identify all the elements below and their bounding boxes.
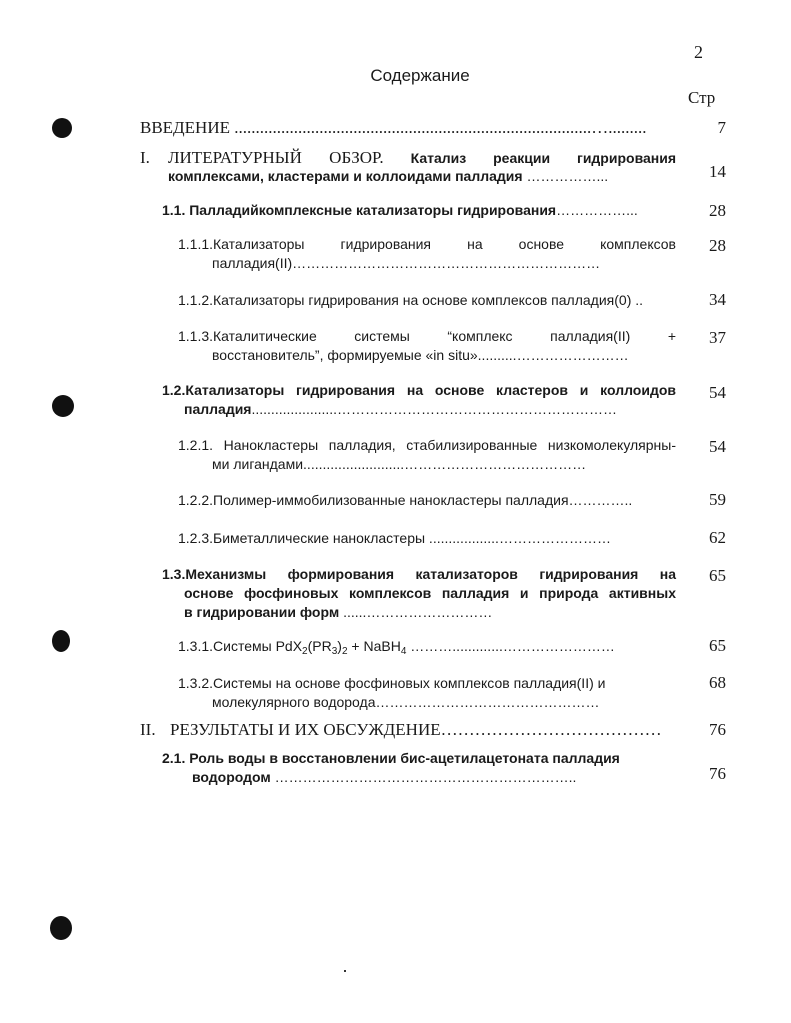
toc-entry-1-2-line-1: 1.2.Катализаторы гидрирования на основе кластеров и коллоидов — [162, 382, 676, 398]
toc-entry-1-2-line-2 — [184, 401, 617, 417]
toc-entry-text: палладия(II) — [212, 255, 293, 271]
toc-entry-text: 1.3.1.Системы PdX — [178, 638, 303, 654]
toc-page-number: 68 — [709, 673, 726, 692]
toc-leader-dots: ..........…………………… — [477, 347, 629, 363]
toc-entry-text: палладия — [184, 401, 252, 417]
subscript: 2 — [302, 646, 308, 657]
toc-page-number: 14 — [709, 162, 726, 181]
toc-page-number: 54 — [709, 383, 726, 402]
punch-hole-2 — [52, 395, 74, 417]
toc-entry-1-3-line-2: основе фосфиновых комплексов палладия и природа активных — [184, 585, 676, 601]
toc-page-number: 65 — [709, 636, 726, 655]
toc-entry-1-3-line-3 — [184, 604, 492, 620]
toc-entry-1-3-1 — [178, 638, 615, 657]
toc-entry-text: ми лигандами — [212, 456, 304, 472]
punch-hole-4 — [50, 916, 72, 940]
toc-entry-text: + NaBH — [347, 638, 401, 654]
toc-chapter-subtitle-cont: комплексами, кластерами и коллоидами палладия — [168, 168, 523, 184]
toc-entry-text: восстановитель”, формируемые «in situ» — [212, 347, 478, 363]
toc-entry-1-1-1-line-2 — [212, 255, 600, 271]
toc-page-number: 34 — [709, 290, 726, 309]
toc-entry-text: 1.2.2.Полимер-иммобилизованные нанокластеры палладия — [178, 492, 569, 508]
toc-page-number: 62 — [709, 528, 726, 547]
toc-entry-text: ) — [337, 638, 342, 654]
toc-entry-text: водородом — [192, 769, 271, 785]
toc-entry-1-1-3-line-2 — [212, 347, 629, 363]
toc-leader-dots: ……………... — [522, 168, 609, 184]
toc-entry-1-1-3-line-1: 1.1.3.Каталитические системы “комплекс палладия(II) + — [178, 328, 676, 344]
toc-entry-chapter-1-line-2 — [168, 168, 608, 184]
toc-leader-dots: ………………………………………… — [375, 694, 600, 710]
toc-page-number: 59 — [709, 490, 726, 509]
toc-entry-1-1 — [162, 202, 638, 218]
toc-entry-intro — [140, 118, 680, 138]
punch-hole-1 — [52, 118, 72, 138]
toc-entry-1-2-3 — [178, 530, 611, 546]
toc-leader-dots: ..................…………………… — [425, 530, 611, 546]
toc-leader-dots: ......................…………………………………………………… — [251, 401, 618, 417]
page-number: 2 — [694, 42, 703, 62]
toc-entry-1-3-2-line-2 — [212, 694, 600, 710]
toc-page-number: 65 — [709, 566, 726, 585]
toc-entry-1-1-1-line-1: 1.1.1.Катализаторы гидрирования на основе комплексов — [178, 236, 676, 252]
toc-entry-text: 1.1. Палладийкомплексные катализаторы гидрирования — [162, 202, 557, 218]
page-column-label: Стр — [688, 88, 716, 107]
toc-entry-2-1-line-2 — [192, 769, 576, 785]
toc-entry-chapter-1-line-1 — [168, 148, 676, 168]
subscript: 4 — [400, 646, 407, 657]
toc-entry-text: в гидрировании форм — [184, 604, 340, 620]
toc-chapter-subtitle: Катализ реакции гидрирования — [410, 150, 677, 166]
toc-page-number: 7 — [717, 118, 726, 137]
toc-entry-text: 1.2.3.Биметаллические нанокластеры — [178, 530, 426, 546]
punch-hole-3 — [52, 630, 70, 652]
toc-entry-text: РЕЗУЛЬТАТЫ И ИХ ОБСУЖДЕНИЕ — [170, 720, 441, 739]
toc-entry-1-2-1-line-1: 1.2.1. Нанокластеры палладия, стабилизированные низкомолекулярны- — [178, 437, 676, 453]
toc-leader-dots: ………………………………………………………… — [292, 255, 601, 271]
toc-page-number: 76 — [709, 764, 726, 783]
subscript: 2 — [341, 646, 348, 657]
toc-entry-text: (PR — [307, 638, 332, 654]
toc-page-number: 28 — [709, 201, 726, 220]
subscript: 3 — [331, 646, 338, 657]
toc-leader-dots: ..........................………………………………… — [303, 456, 587, 472]
toc-leader-dots: ......……………………… — [339, 604, 493, 620]
toc-page-number: 37 — [709, 328, 726, 347]
toc-leader-dots: ……………... — [556, 202, 638, 218]
toc-entry-1-1-2: 1.1.2.Катализаторы гидрирования на основе комплексов палладия(0) .. — [178, 292, 644, 308]
toc-page-number: 54 — [709, 437, 726, 456]
toc-leader-dots: ……………………………………………………….. — [270, 769, 577, 785]
toc-chapter-title: ЛИТЕРАТУРНЫЙ ОБЗОР. — [168, 148, 384, 167]
toc-entry-1-2-2 — [178, 492, 632, 508]
toc-entry-1-2-1-line-2 — [212, 456, 586, 472]
page-title: Содержание — [370, 66, 470, 85]
toc-entry-1-3-line-1: 1.3.Механизмы формирования катализаторов гидрирования на — [162, 566, 676, 582]
toc-chapter-prefix: I. — [140, 148, 150, 167]
toc-page-number: 28 — [709, 236, 726, 255]
toc-leader-dots: ……….............…………………… — [406, 638, 615, 654]
toc-chapter-prefix: II. — [140, 720, 156, 739]
toc-entry-2-1-line-1: 2.1. Роль воды в восстановлении бис-ацетилацетоната палладия — [162, 750, 620, 766]
toc-leader-dots: ………….. — [568, 492, 633, 508]
toc-entry-1-3-2-line-1: 1.3.2.Системы на основе фосфиновых комплексов палладия(II) и — [178, 675, 606, 691]
toc-entry-text: ВВЕДЕНИЕ ....................................................................................…......... — [140, 118, 647, 137]
toc-leader-dots: ………………………………… — [440, 720, 662, 739]
toc-page-number: 76 — [709, 720, 726, 739]
toc-entry-chapter-2 — [170, 720, 662, 740]
toc-entry-text: молекулярного водорода — [212, 694, 376, 710]
scan-speck — [344, 970, 346, 972]
